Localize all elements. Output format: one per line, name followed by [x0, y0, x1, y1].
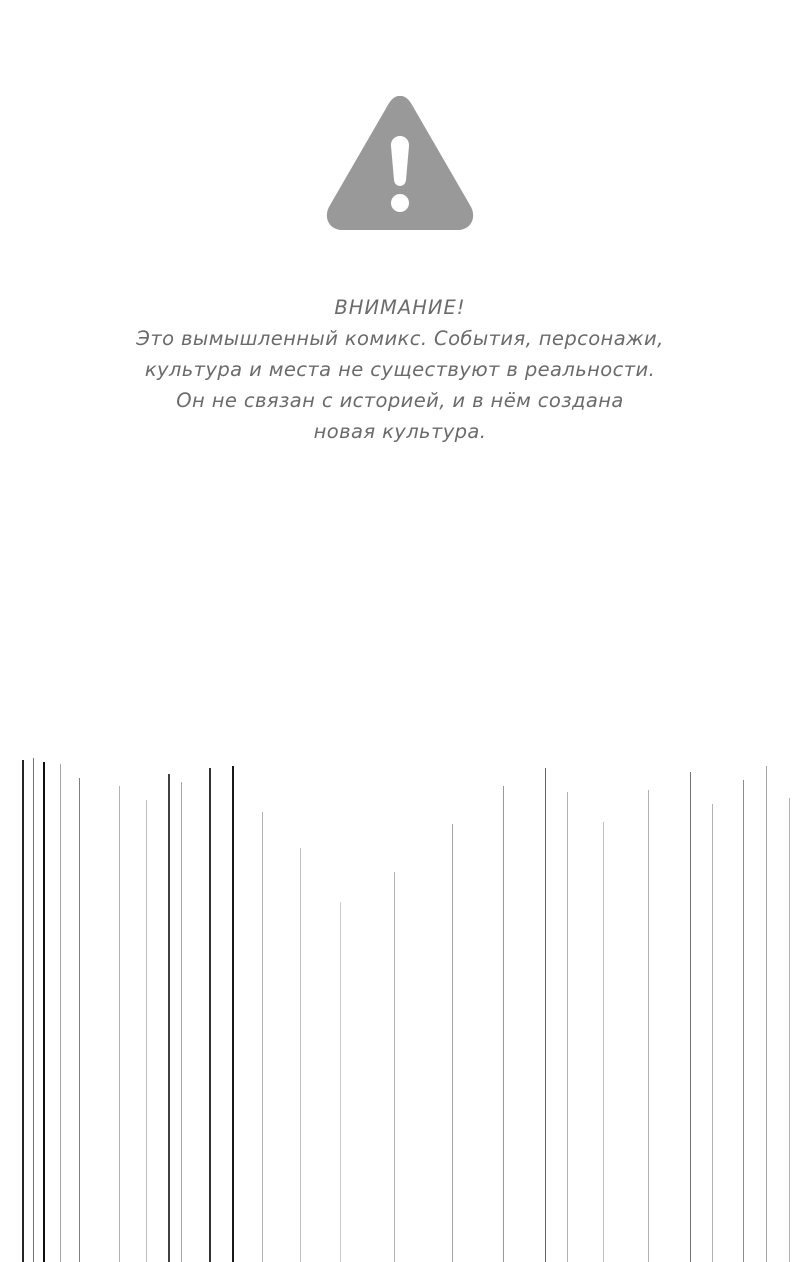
disclaimer-line-3: культура и места не существуют в реальности.: [144, 358, 656, 381]
disclaimer-line-1: ВНИМАНИЕ!: [334, 296, 466, 319]
warning-triangle-icon: [325, 96, 475, 234]
speed-line: [545, 768, 546, 1262]
speed-line: [743, 780, 744, 1262]
speed-line: [567, 792, 568, 1262]
speed-line: [181, 782, 182, 1262]
speed-line: [789, 798, 790, 1262]
speed-lines-panel: [0, 752, 800, 1262]
speed-line: [603, 822, 604, 1262]
speed-line: [262, 812, 263, 1262]
disclaimer-line-5: новая культура.: [313, 420, 487, 443]
speed-line: [648, 790, 649, 1262]
disclaimer-line-2: Это вымышленный комикс. События, персонажи,: [136, 327, 664, 350]
speed-line: [690, 772, 691, 1262]
disclaimer-text: [0, 292, 800, 447]
speed-line: [60, 764, 61, 1262]
speed-line: [232, 766, 234, 1262]
warning-icon-container: [0, 96, 800, 234]
speed-line: [33, 758, 34, 1262]
disclaimer-line-4: Он не связан с историей, и в нём создана: [176, 389, 624, 412]
speed-line: [766, 766, 767, 1262]
speed-line: [168, 774, 170, 1262]
speed-line: [394, 872, 395, 1262]
speed-line: [209, 768, 211, 1262]
speed-line: [503, 786, 504, 1262]
speed-line: [300, 848, 301, 1262]
speed-line: [146, 800, 147, 1262]
speed-line: [340, 902, 341, 1262]
speed-line: [119, 786, 120, 1262]
speed-line: [712, 804, 713, 1262]
speed-line: [79, 778, 80, 1262]
speed-line: [22, 760, 24, 1262]
speed-line: [43, 762, 45, 1262]
speed-line: [452, 824, 453, 1262]
